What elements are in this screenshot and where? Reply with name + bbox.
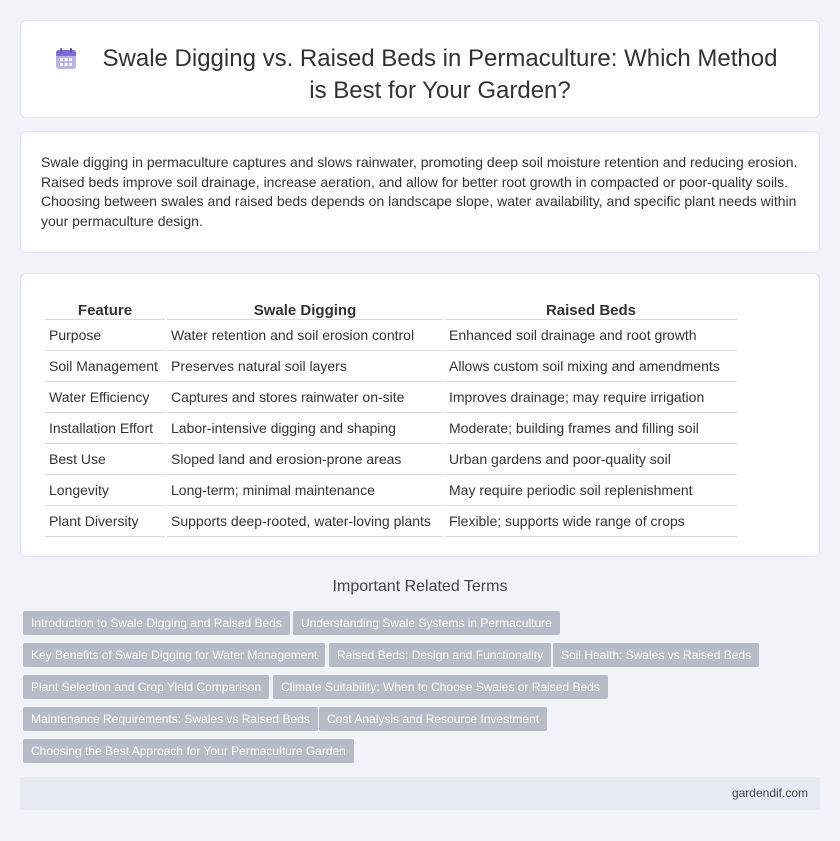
table-row [45, 506, 737, 537]
header-raised-beds: Raised Beds [445, 294, 737, 320]
page-title: Swale Digging vs. Raised Beds in Permaculture: Which Method is Best for Your Garden? [102, 45, 778, 104]
table-cell: Supports deep-rooted, water-loving plants [167, 506, 443, 537]
table-row [45, 413, 737, 444]
table-cell: Labor-intensive digging and shaping [167, 413, 443, 444]
table-cell: Preserves natural soil layers [167, 351, 443, 382]
related-term-tag[interactable]: Raised Beds: Design and Functionality [329, 643, 551, 667]
table-cell: Purpose [45, 320, 165, 351]
table-cell: May require periodic soil replenishment [445, 475, 737, 506]
related-term-tag[interactable]: Climate Suitability: When to Choose Swales or Raised Beds [273, 675, 608, 699]
table-cell: Longevity [45, 475, 165, 506]
table-cell: Best Use [45, 444, 165, 475]
related-term-tag[interactable]: Choosing the Best Approach for Your Permaculture Garden [23, 739, 354, 763]
table-cell: Allows custom soil mixing and amendments [445, 351, 737, 382]
table-cell: Flexible; supports wide range of crops [445, 506, 737, 537]
footer [20, 777, 820, 810]
table-row [45, 475, 737, 506]
related-term-tag[interactable]: Plant Selection and Crop Yield Comparison [23, 675, 269, 699]
table-row [45, 444, 737, 475]
table-cell: Plant Diversity [45, 506, 165, 537]
header-swale-digging: Swale Digging [167, 294, 443, 320]
table-cell: Captures and stores rainwater on-site [167, 382, 443, 413]
table-row [45, 320, 737, 351]
table-cell: Urban gardens and poor-quality soil [445, 444, 737, 475]
comparison-card [20, 273, 820, 557]
related-term-tag[interactable]: Maintenance Requirements: Swales vs Raised Beds [23, 707, 318, 731]
related-terms-heading: Important Related Terms [332, 578, 508, 595]
footer-site-link[interactable]: gardendif.com [731, 786, 808, 800]
table-cell: Sloped land and erosion-prone areas [167, 444, 443, 475]
related-term-tag[interactable]: Introduction to Swale Digging and Raised Beds [23, 611, 290, 635]
title-card [20, 20, 820, 118]
intro-text: Swale digging in permaculture captures and slows rainwater, promoting deep soil moisture retention and reducing erosion. Raised beds improve soil drainage, increase aeration, and allow for better root growth in compacted or poor-quality soils. Choosing between swales and raised beds depends on landscape slope, water availability, and specific plant needs within your permaculture design. [41, 154, 798, 229]
table-row [45, 382, 737, 413]
table-cell: Long-term; minimal maintenance [167, 475, 443, 506]
table-header-row [45, 294, 737, 320]
related-term-tag[interactable]: Soil Health: Swales vs Raised Beds [553, 643, 759, 667]
related-term-tag[interactable]: Key Benefits of Swale Digging for Water Management [23, 643, 325, 667]
table-cell: Improves drainage; may require irrigation [445, 382, 737, 413]
related-term-tag[interactable]: Cost Analysis and Resource Investment [319, 707, 547, 731]
table-cell: Enhanced soil drainage and root growth [445, 320, 737, 351]
table-row [45, 351, 737, 382]
intro-card [20, 131, 820, 253]
comparison-table [43, 294, 739, 537]
table-cell: Installation Effort [45, 413, 165, 444]
table-cell: Water Efficiency [45, 382, 165, 413]
related-term-tag[interactable]: Understanding Swale Systems in Permaculture [293, 611, 560, 635]
header-feature: Feature [45, 294, 165, 320]
table-cell: Moderate; building frames and filling soil [445, 413, 737, 444]
table-cell: Soil Management [45, 351, 165, 382]
table-cell: Water retention and soil erosion control [167, 320, 443, 351]
